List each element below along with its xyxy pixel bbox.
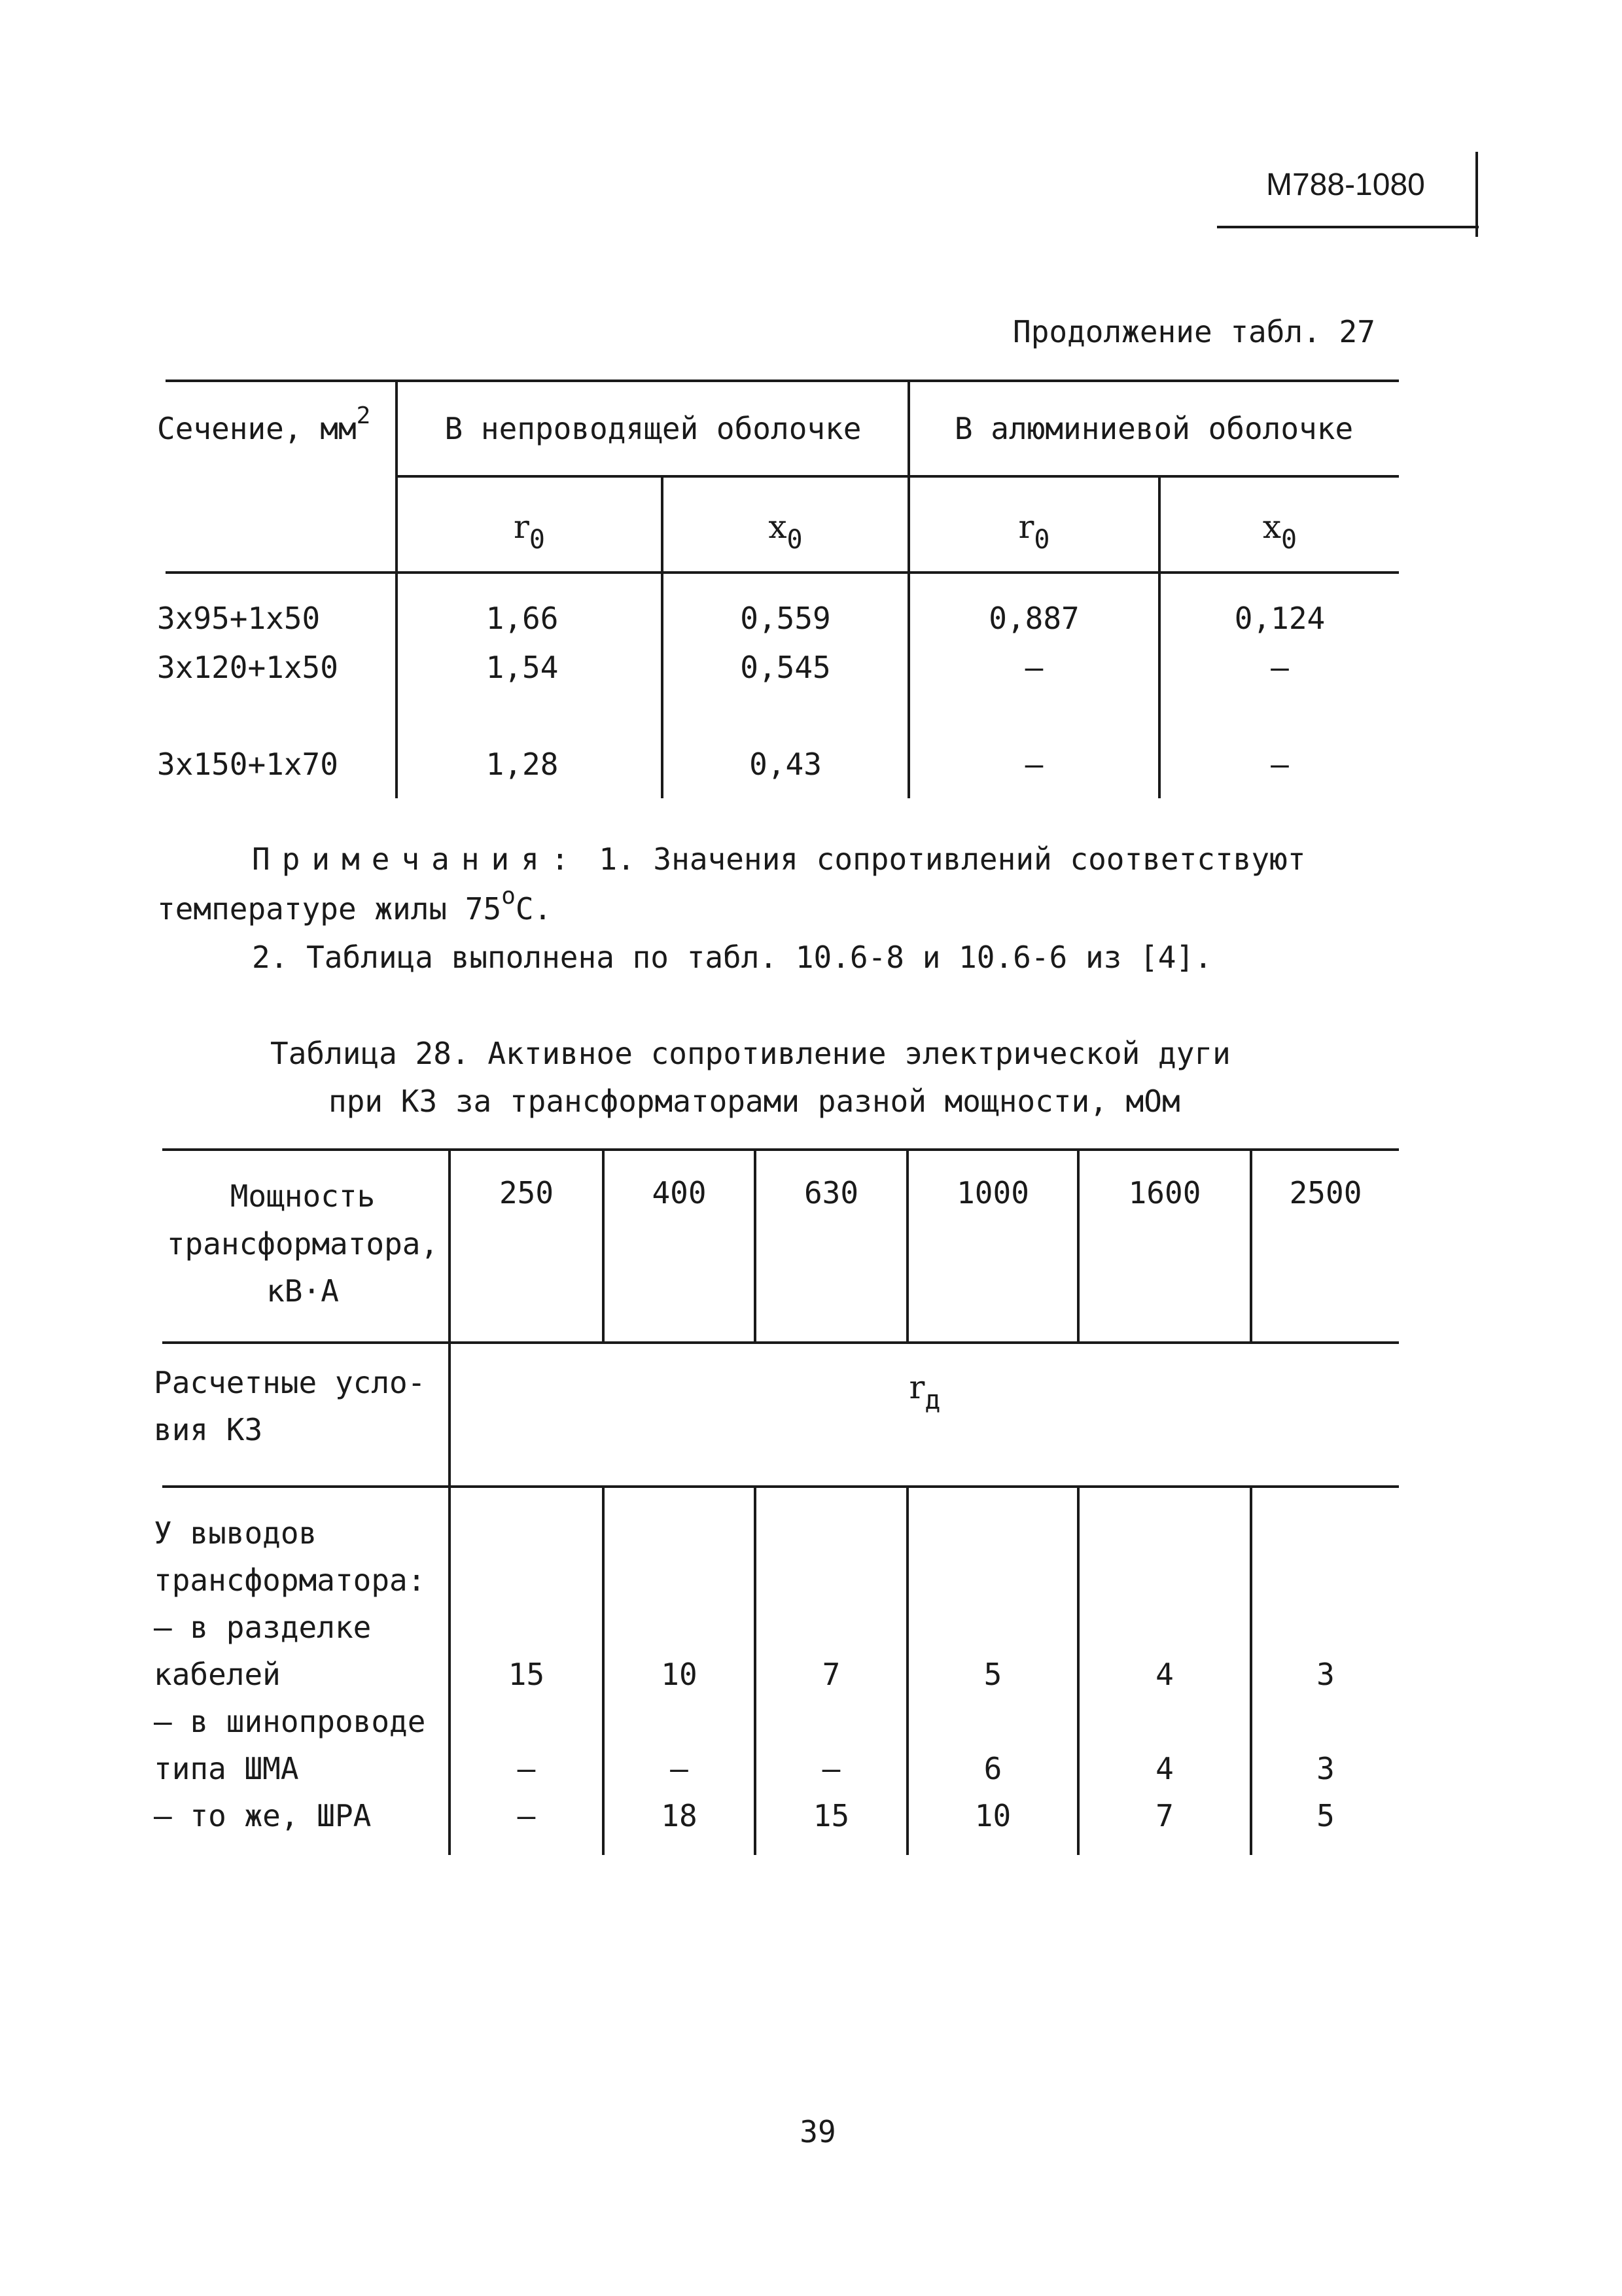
table-28-conditions-rule: [162, 1485, 1399, 1488]
row-label: трансформатора:: [154, 1563, 426, 1598]
power-value: 1600: [1128, 1175, 1201, 1210]
column-header-r0: r0: [514, 508, 545, 555]
row-label: кабелей: [154, 1657, 281, 1692]
table-cell-r0: –: [1025, 650, 1044, 685]
power-label: трансформатора,: [166, 1226, 439, 1262]
table-27-top-rule: [166, 380, 1399, 382]
table-continuation-label: Продолжение табл. 27: [1013, 314, 1375, 349]
table-cell-value: 5: [983, 1657, 1002, 1692]
column-header-x0: x0: [768, 508, 803, 555]
table-cell-x0: –: [1271, 650, 1289, 685]
row-label: У выводов: [154, 1515, 317, 1551]
column-header-x0: x0: [1262, 508, 1297, 555]
table-28-col-line: [448, 1148, 451, 1855]
table-cell-value: 4: [1155, 1657, 1174, 1692]
table-cell-section: 3х95+1х50: [157, 601, 321, 636]
table-cell-value: 7: [1155, 1798, 1174, 1833]
table-cell-section: 3х120+1х50: [157, 650, 338, 685]
group-header-aluminum: В алюминиевой оболочке: [954, 411, 1354, 446]
note-line-1: Примечания: 1. Значения сопротивлений соответствуют: [252, 841, 1306, 877]
table-cell-value: 3: [1316, 1657, 1335, 1692]
table-cell-value: 7: [822, 1657, 841, 1692]
table-cell-value: 10: [661, 1657, 697, 1692]
table-cell-r0: –: [1025, 747, 1044, 782]
table-cell-value: –: [517, 1798, 536, 1833]
row-label: типа ШМА: [154, 1751, 299, 1786]
page-number: 39: [800, 2114, 836, 2149]
table-28-top-rule: [162, 1148, 1399, 1151]
table-cell-value: 10: [974, 1798, 1012, 1833]
table-cell-r0: 1,28: [485, 747, 559, 782]
conditions-label: вия КЗ: [154, 1412, 263, 1447]
power-value: 2500: [1289, 1175, 1362, 1210]
table-27-header-rule: [166, 571, 1399, 574]
row-label: – в шинопроводе: [154, 1704, 426, 1739]
table-cell-value: –: [517, 1751, 536, 1786]
notes-label: Примечания:: [252, 841, 581, 877]
table-28-title: Таблица 28. Активное сопротивление электрической дуги: [270, 1036, 1231, 1071]
power-value: 630: [803, 1175, 859, 1210]
table-cell-value: 18: [661, 1798, 697, 1833]
document-number: М788-1080: [1266, 168, 1425, 202]
table-cell-value: 4: [1155, 1751, 1174, 1786]
arc-resistance-symbol: rд: [909, 1368, 941, 1415]
table-cell-x0: –: [1271, 747, 1289, 782]
power-value: 1000: [957, 1175, 1029, 1210]
table-cell-r0: 1,54: [485, 650, 559, 685]
column-header-section: Сечение, $мм^2$: [157, 402, 371, 446]
column-header-r0: r0: [1018, 508, 1050, 555]
row-label: – то же, ШРА: [154, 1798, 372, 1833]
table-cell-r0: 0,887: [989, 601, 1080, 636]
table-cell-x0: 0,124: [1234, 601, 1326, 636]
table-cell-value: 3: [1316, 1751, 1335, 1786]
table-28-header-rule: [162, 1341, 1399, 1344]
table-28-title: при КЗ за трансформаторами разной мощности, мОм: [328, 1084, 1180, 1119]
power-label: Мощность: [230, 1178, 376, 1214]
table-27-group-rule: [396, 475, 1399, 478]
header-rule-horizontal: [1217, 226, 1479, 228]
power-label: кВ·А: [266, 1273, 339, 1309]
table-cell-value: 15: [508, 1657, 545, 1692]
table-cell-x0: 0,545: [740, 650, 831, 685]
table-cell-x0: 0,559: [740, 601, 831, 636]
group-header-nonconductive: В непроводящей оболочке: [444, 411, 862, 446]
note-line-2: температуре жилы $75^оС$.: [157, 883, 552, 927]
power-value: 400: [652, 1175, 707, 1210]
table-cell-section: 3х150+1х70: [157, 747, 338, 782]
table-cell-x0: 0,43: [749, 747, 822, 782]
power-value: 250: [499, 1175, 554, 1210]
header-rule-vertical: [1475, 152, 1478, 237]
note-line-3: 2. Таблица выполнена по табл. 10.6-8 и 10.6-6 из [4].: [252, 940, 1212, 975]
table-cell-value: 6: [983, 1751, 1002, 1786]
row-label: – в разделке: [154, 1610, 372, 1645]
table-cell-value: 5: [1316, 1798, 1335, 1833]
table-cell-value: –: [670, 1751, 688, 1786]
table-cell-value: –: [822, 1751, 841, 1786]
table-cell-value: 15: [813, 1798, 850, 1833]
conditions-label: Расчетные усло-: [154, 1365, 426, 1400]
table-cell-r0: 1,66: [485, 601, 559, 636]
